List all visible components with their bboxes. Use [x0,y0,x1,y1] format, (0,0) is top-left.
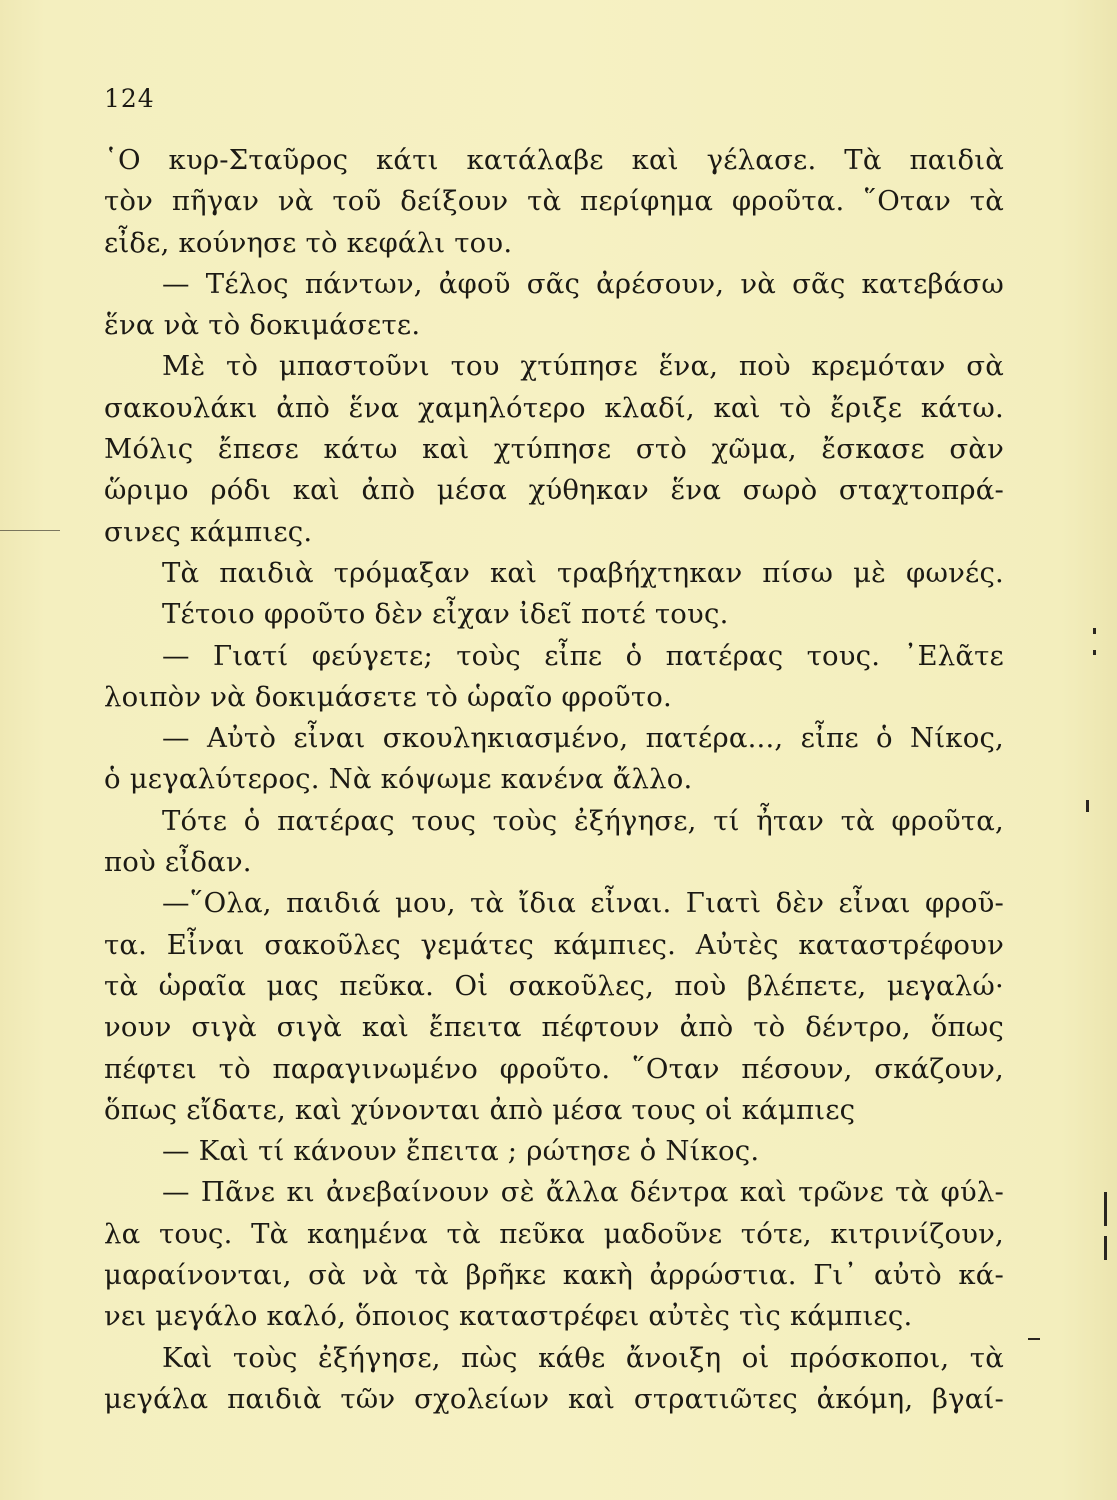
text-line: — Τέλος πάντων, ἀφοῦ σᾶς ἀρέσουν, νὰ σᾶς κατεβάσω [162,267,1004,300]
text-line: Καὶ τοὺς ἐξήγησε, πὼς κάθε ἄνοιξη οἱ πρόσκοποι, τὰ [162,1341,1004,1374]
text-line: τὸν πῆγαν νὰ τοῦ δείξουν τὰ περίφημα φροῦτα. ῞Οταν τὰ [104,185,1004,218]
text-line: λοιπὸν νὰ δοκιμάσετε τὸ ὡραῖο φροῦτο. [104,680,672,713]
text-line: ὥριμο ρόδι καὶ ἀπὸ μέσα χύθηκαν ἕνα σωρὸ σταχτοπρά- [104,474,1004,507]
text-line: τὰ ὡραῖα μας πεῦκα. Οἱ σακοῦλες, ποὺ βλέπετε, μεγαλώ· [104,969,1004,1002]
text-line: Τέτοιο φροῦτο δὲν εἶχαν ἰδεῖ ποτέ τους. [162,598,729,631]
margin-mark [1028,1338,1040,1340]
text-line: νουν σιγὰ σιγὰ καὶ ἔπειτα πέφτουν ἀπὸ τὸ δέντρο, ὅπως [104,1011,1004,1044]
text-line: Τότε ὁ πατέρας τους τοὺς ἐξήγησε, τί ἦταν τὰ φροῦτα, [162,804,1004,837]
margin-mark [0,530,60,531]
text-line: εἶδε, κούνησε τὸ κεφάλι του. [104,226,513,259]
margin-mark [1093,650,1096,655]
margin-mark [1086,800,1089,812]
text-line: ῾Ο κυρ-Σταῦρος κάτι κατάλαβε καὶ γέλασε. Τὰ παιδιὰ [104,144,1004,176]
text-line: τα. Εἶναι σακοῦλες γεμάτες κάμπιες. Αὐτὲς καταστρέφουν [104,928,1004,961]
text-line: — Καὶ τί κάνουν ἔπειτα ; ρώτησε ὁ Νίκος. [162,1135,760,1168]
text-line: ἕνα νὰ τὸ δοκιμάσετε. [104,309,421,342]
margin-mark [1104,1192,1107,1226]
text-line: λα τους. Τὰ καημένα τὰ πεῦκα μαδοῦνε τότε, κιτρινίζουν, [104,1217,1004,1250]
text-line: —῞Ολα, παιδιά μου, τὰ ἴδια εἶναι. Γιατὶ δὲν εἶναι φροῦ- [162,887,1004,920]
text-line: ὅπως εἴδατε, καὶ χύνονται ἀπὸ μέσα τους οἱ κάμπιες [104,1093,856,1126]
text-line: — Πᾶνε κι ἀνεβαίνουν σὲ ἄλλα δέντρα καὶ τρῶνε τὰ φύλ- [162,1176,1004,1209]
text-line: νει μεγάλο καλό, ὅποιος καταστρέφει αὐτὲς τὶς κάμπιες. [104,1300,913,1333]
body-text [104,140,1004,1420]
margin-mark [1104,1236,1107,1260]
text-line: Τὰ παιδιὰ τρόμαξαν καὶ τραβήχτηκαν πίσω μὲ φωνές. [162,556,1004,589]
text-line: ποὺ εἶδαν. [104,846,252,879]
text-line: μαραίνονται, σὰ νὰ τὰ βρῆκε κακὴ ἀρρώστια. Γι᾿ αὐτὸ κά- [104,1259,1004,1292]
text-line: Μὲ τὸ μπαστοῦνι του χτύπησε ἕνα, ποὺ κρεμόταν σὰ [162,350,1004,383]
margin-mark [1093,628,1096,634]
text-line: σινες κάμπιες. [104,515,313,548]
text-line: — Αὐτὸ εἶναι σκουληκιασμένο, πατέρα..., εἶπε ὁ Νίκος, [162,722,1004,755]
text-line: πέφτει τὸ παραγινωμένο φροῦτο. ῞Οταν πέσουν, σκάζουν, [104,1052,1004,1085]
text-line: σακουλάκι ἀπὸ ἕνα χαμηλότερο κλαδί, καὶ τὸ ἔριξε κάτω. [104,391,1004,424]
text-line: μεγάλα παιδιὰ τῶν σχολείων καὶ στρατιῶτες ἀκόμη, βγαί- [104,1382,1004,1415]
text-line: Μόλις ἔπεσε κάτω καὶ χτύπησε στὸ χῶμα, ἔσκασε σὰν [104,433,1004,466]
page-number: 124 [104,84,155,113]
text-line: — Γιατί φεύγετε; τοὺς εἶπε ὁ πατέρας τους. ᾿Ελᾶτε [162,639,1004,672]
text-line: ὁ μεγαλύτερος. Νὰ κόψωμε κανένα ἄλλο. [104,763,693,796]
